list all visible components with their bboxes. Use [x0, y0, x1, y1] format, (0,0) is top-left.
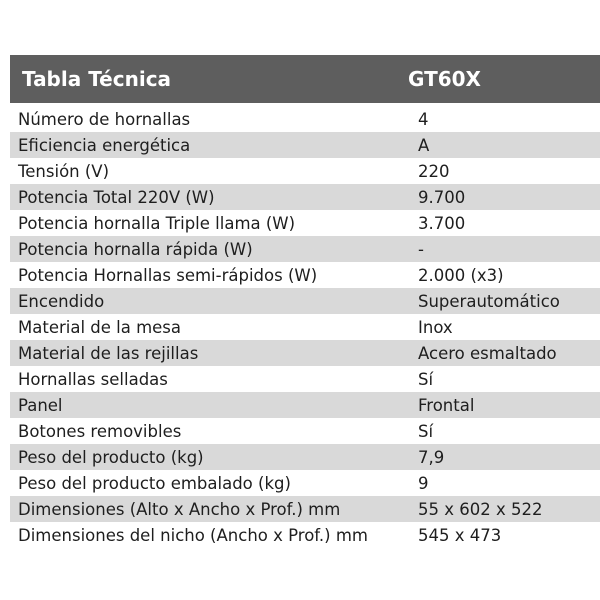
table-row: [10, 106, 600, 132]
spec-label: Material de la mesa: [18, 317, 182, 337]
spec-table: [10, 55, 600, 548]
table-row: [10, 418, 600, 444]
table-row: [10, 470, 600, 496]
table-row: [10, 496, 600, 522]
spec-value: 3.700: [418, 213, 466, 233]
table-row: [10, 236, 600, 262]
spec-label: Peso del producto (kg): [18, 447, 204, 467]
spec-label: Número de hornallas: [18, 109, 191, 129]
spec-label: Encendido: [18, 291, 105, 311]
spec-value: Sí: [418, 369, 434, 389]
table-row: [10, 366, 600, 392]
spec-value: Superautomático: [418, 291, 560, 311]
table-title: Tabla Técnica: [22, 67, 172, 91]
spec-label: Potencia Total 220V (W): [18, 187, 215, 207]
model-name: GT60X: [408, 67, 481, 91]
table-row: [10, 132, 600, 158]
spec-value: 545 x 473: [418, 525, 502, 545]
table-row: [10, 184, 600, 210]
table-body: [10, 106, 600, 548]
table-row: [10, 444, 600, 470]
spec-label: Panel: [18, 395, 63, 415]
table-row: [10, 392, 600, 418]
spec-value: Inox: [418, 317, 453, 337]
table-row: [10, 288, 600, 314]
spec-value: 9.700: [418, 187, 466, 207]
spec-value: 9: [418, 473, 429, 493]
spec-value: Sí: [418, 421, 434, 441]
spec-value: 4: [418, 109, 429, 129]
spec-value: -: [418, 239, 424, 259]
table-row: [10, 210, 600, 236]
spec-label: Botones removibles: [18, 421, 182, 441]
table-header: [10, 55, 600, 103]
spec-label: Hornallas selladas: [18, 369, 168, 389]
spec-label: Potencia hornalla Triple llama (W): [18, 213, 296, 233]
table-row: [10, 158, 600, 184]
table-row: [10, 340, 600, 366]
spec-label: Tensión (V): [18, 161, 110, 181]
table-row: [10, 314, 600, 340]
spec-value: 55 x 602 x 522: [418, 499, 543, 519]
spec-label: Material de las rejillas: [18, 343, 199, 363]
spec-value: A: [418, 135, 430, 155]
spec-value: 220: [418, 161, 450, 181]
spec-label: Dimensiones (Alto x Ancho x Prof.) mm: [18, 499, 341, 519]
table-row: [10, 262, 600, 288]
spec-label: Dimensiones del nicho (Ancho x Prof.) mm: [18, 525, 368, 545]
spec-label: Potencia hornalla rápida (W): [18, 239, 253, 259]
table-row: [10, 522, 600, 548]
spec-value: 2.000 (x3): [418, 265, 504, 285]
spec-label: Eficiencia energética: [18, 135, 191, 155]
spec-label: Potencia Hornallas semi-rápidos (W): [18, 265, 318, 285]
spec-value: 7,9: [418, 447, 445, 467]
spec-label: Peso del producto embalado (kg): [18, 473, 291, 493]
spec-value: Frontal: [418, 395, 475, 415]
spec-value: Acero esmaltado: [418, 343, 557, 363]
